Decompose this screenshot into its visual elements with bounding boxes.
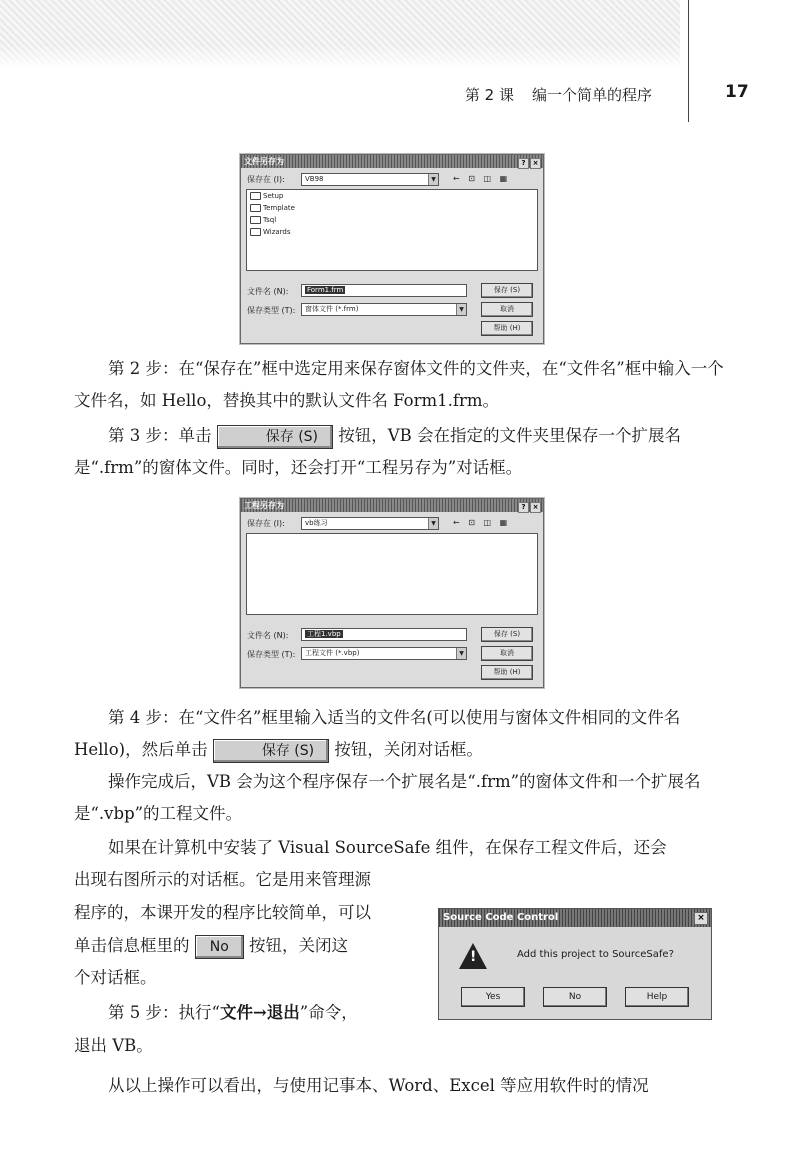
filename-input[interactable]: 工程1.vbp (301, 628, 467, 641)
filename-label: 文件名 (N): (247, 631, 289, 640)
save-project-as-dialog (240, 498, 544, 688)
save-in-value: vb练习 (305, 519, 328, 527)
toolbar-icons[interactable]: ← ⊡ ◫ ▦ (453, 518, 511, 527)
save-in-label: 保存在 (I): (247, 519, 285, 528)
paragraph-sourcesafe-line2: 出现右图所示的对话框。它是用来管理源 (74, 870, 371, 889)
header-banner (0, 0, 680, 70)
list-item[interactable]: Template (247, 202, 537, 214)
paragraph-step2: 第 2 步：在“保存在”框中选定用来保存窗体文件的文件夹，在“文件名”框中输入一个文件名，如 Hello，替换其中的默认文件名 Form1.frm。 (74, 359, 724, 410)
paragraph-sourcesafe-line1: 如果在计算机中安装了 Visual SourceSafe 组件，在保存工程文件后，还会 (108, 838, 667, 857)
save-button[interactable]: 保存 (S) (481, 283, 533, 298)
running-header (465, 84, 652, 105)
filetype-select[interactable]: 工程文件 (*.vbp) ▼ (301, 647, 467, 660)
close-icon[interactable]: × (694, 912, 708, 925)
page-number: 17 (725, 82, 749, 102)
dialog-title: 文件另存为 (244, 157, 284, 166)
folder-icon (250, 192, 261, 200)
file-list[interactable] (246, 533, 538, 615)
yes-button[interactable]: Yes (461, 987, 525, 1007)
paragraph-step5: 第 5 步：执行“文件→退出”命令， (108, 1003, 358, 1022)
close-icon[interactable]: × (530, 158, 541, 169)
lesson-label: 第 2 课 (464, 86, 514, 104)
toolbar-icons[interactable]: ← ⊡ ◫ ▦ (453, 174, 511, 183)
source-code-control-dialog (438, 908, 712, 1020)
paragraph-sourcesafe-line3: 程序的，本课开发的程序比较简单，可以 (74, 903, 371, 922)
help-button[interactable]: Help (625, 987, 689, 1007)
filetype-select[interactable]: 窗体文件 (*.frm) ▼ (301, 303, 467, 316)
filename-label: 文件名 (N): (247, 287, 289, 296)
folder-icon (250, 216, 261, 224)
inline-save-button: 保存 (S) (217, 425, 333, 449)
save-in-combo[interactable]: vb练习 ▼ (301, 517, 439, 530)
dialog-titlebar (439, 909, 711, 927)
paragraph-sourcesafe-line4: 单击信息框里的 No 按钮，关闭这 (74, 930, 348, 962)
folder-icon (250, 204, 261, 212)
file-list[interactable] (246, 189, 538, 271)
dialog-titlebar (241, 155, 543, 168)
dialog-titlebar (241, 499, 543, 512)
list-item[interactable]: Tsql (247, 214, 537, 226)
help-icon[interactable]: ? (518, 158, 529, 169)
dialog-title: 工程另存为 (244, 501, 284, 510)
help-icon[interactable]: ? (518, 502, 529, 513)
help-button[interactable]: 帮助 (H) (481, 321, 533, 336)
list-item[interactable]: Wizards (247, 226, 537, 238)
paragraph-last: 从以上操作可以看出，与使用记事本、Word、Excel 等应用软件时的情况 (108, 1076, 649, 1095)
save-file-as-dialog (240, 154, 544, 344)
save-in-value: VB98 (305, 175, 324, 183)
no-button[interactable]: No (543, 987, 607, 1007)
cancel-button[interactable]: 取消 (481, 302, 533, 317)
paragraph-result: 操作完成后，VB 会为这个程序保存一个扩展名是“.frm”的窗体文件和一个扩展名是“.vbp”的工程文件。 (74, 772, 701, 823)
paragraph-step5-cont: 退出 VB。 (74, 1036, 153, 1055)
header-divider (688, 0, 689, 122)
paragraph-step3: 第 3 步：单击 保存 (S) 按钮，VB 会在指定的文件夹里保存一个扩展名是“.frm”的窗体文件。同时，还会打开“工程另存为”对话框。 (74, 426, 682, 477)
filename-input[interactable]: Form1.frm (301, 284, 467, 297)
close-icon[interactable]: × (530, 502, 541, 513)
inline-save-button: 保存 (S) (213, 739, 329, 763)
paragraph-sourcesafe-line5: 个对话框。 (74, 968, 157, 987)
paragraph-step4: 第 4 步：在“文件名”框里输入适当的文件名(可以使用与窗体文件相同的文件名 Hello)，然后单击 保存 (S) 按钮，关闭对话框。 (74, 702, 724, 766)
warning-icon: ! (459, 943, 487, 969)
save-in-combo[interactable]: VB98 ▼ (301, 173, 439, 186)
folder-icon (250, 228, 261, 236)
save-in-label: 保存在 (I): (247, 175, 285, 184)
filetype-label: 保存类型 (T): (247, 650, 296, 659)
dialog-title: Source Code Control (443, 912, 559, 923)
inline-no-button: No (195, 935, 244, 959)
save-button[interactable]: 保存 (S) (481, 627, 533, 642)
dialog-message: Add this project to SourceSafe? (517, 949, 674, 960)
help-button[interactable]: 帮助 (H) (481, 665, 533, 680)
filetype-label: 保存类型 (T): (247, 306, 296, 315)
cancel-button[interactable]: 取消 (481, 646, 533, 661)
lesson-title: 编一个简单的程序 (531, 86, 652, 104)
list-item[interactable]: Setup (247, 190, 537, 202)
